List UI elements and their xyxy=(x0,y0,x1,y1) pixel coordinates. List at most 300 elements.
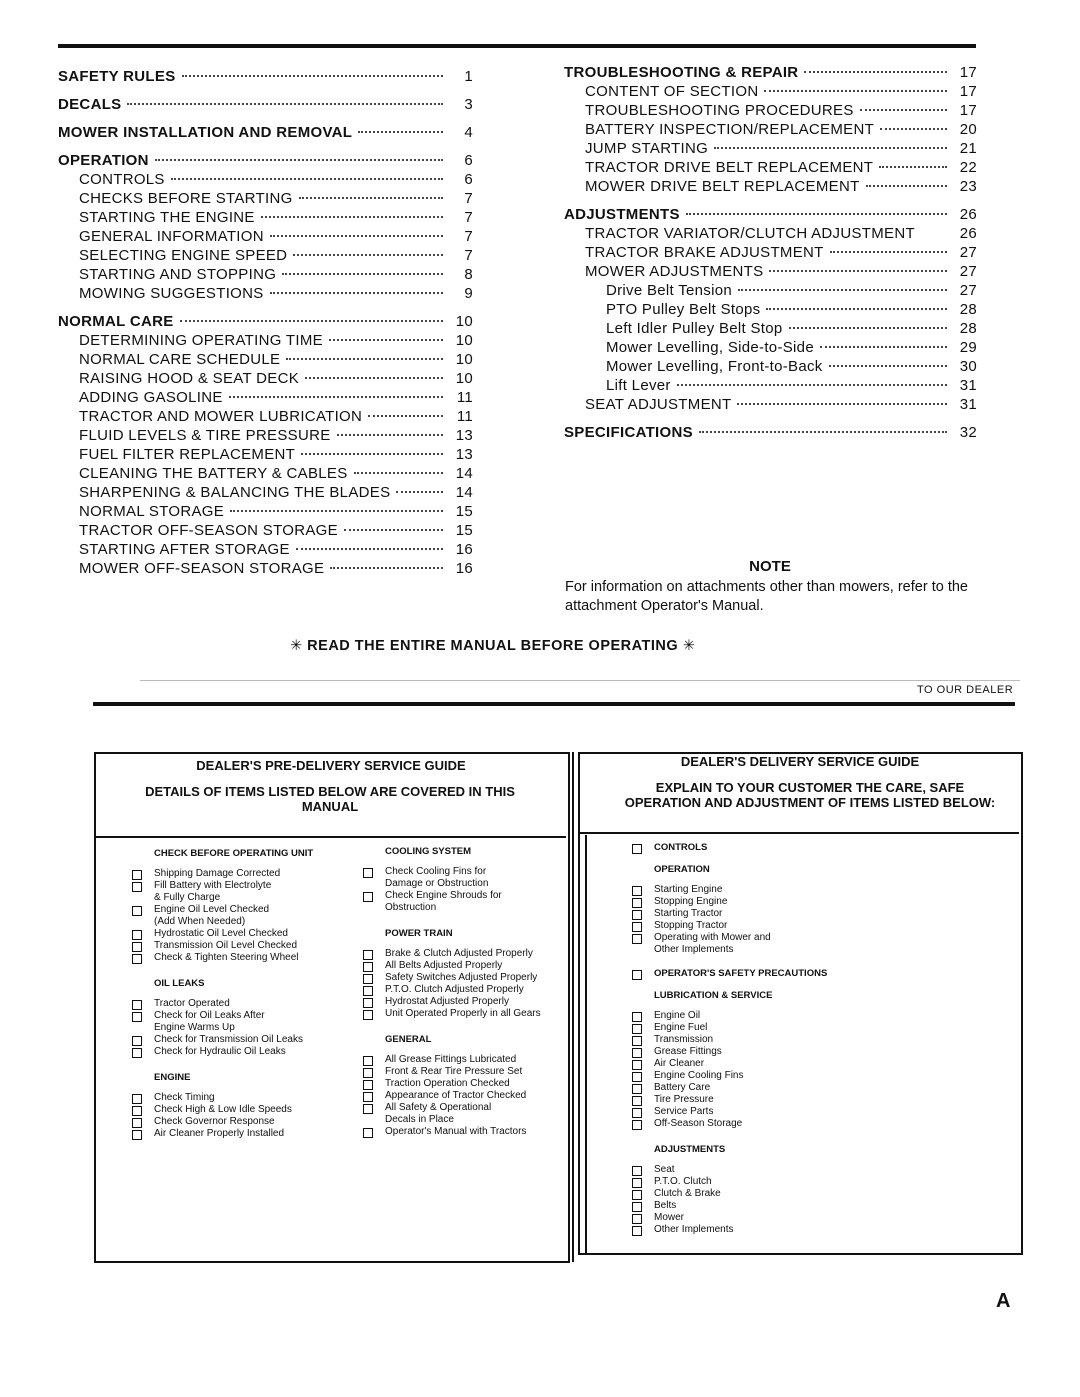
checkbox xyxy=(632,1120,642,1130)
toc-title: SEAT ADJUSTMENT xyxy=(585,396,732,413)
checkbox xyxy=(132,870,142,880)
toc-leader-dots xyxy=(738,289,947,291)
toc-title: DECALS xyxy=(58,96,122,113)
checklist-item xyxy=(363,960,573,972)
checkbox xyxy=(363,1010,373,1020)
checklist-item xyxy=(632,1106,932,1118)
checklist-item xyxy=(632,884,932,896)
checklist-item xyxy=(363,878,573,890)
toc-entry xyxy=(58,541,473,560)
checkbox xyxy=(132,1106,142,1116)
checklist-item-text: All Safety & Operational xyxy=(385,1102,492,1113)
toc-page-number: 10 xyxy=(455,332,473,349)
toc-leader-dots xyxy=(769,270,947,272)
toc-entry xyxy=(58,427,473,446)
toc-page-number: 6 xyxy=(464,152,473,169)
toc-title: TROUBLESHOOTING & REPAIR xyxy=(564,64,799,81)
toc-title: STARTING AND STOPPING xyxy=(79,266,277,283)
checkbox xyxy=(363,1092,373,1102)
delivery-title: DEALER'S DELIVERY SERVICE GUIDE xyxy=(680,754,920,769)
toc-leader-dots xyxy=(766,308,947,310)
toc-page-number: 29 xyxy=(959,339,977,356)
toc-page-number: 28 xyxy=(959,320,977,337)
toc-title: SPECIFICATIONS xyxy=(564,424,693,441)
toc-page-number: 8 xyxy=(464,266,473,283)
toc-leader-dots xyxy=(737,403,947,405)
toc-title: MOWER OFF-SEASON STORAGE xyxy=(79,560,325,577)
checklist-item xyxy=(132,904,352,916)
toc-title: FLUID LEVELS & TIRE PRESSURE xyxy=(79,427,331,444)
note-title: NOTE xyxy=(749,558,791,575)
toc-entry xyxy=(564,339,977,358)
checklist-item xyxy=(363,984,573,996)
checklist-item xyxy=(632,1176,932,1188)
checklist-item xyxy=(132,892,352,904)
toc-title: MOWER INSTALLATION AND REMOVAL xyxy=(58,124,353,141)
checklist-item xyxy=(632,1046,932,1058)
checklist-item-text: Stopping Engine xyxy=(654,896,728,907)
pre-delivery-col-2 xyxy=(363,846,573,1138)
checkbox xyxy=(132,1024,142,1034)
checklist-item-text: Check for Transmission Oil Leaks xyxy=(154,1034,303,1045)
checkbox xyxy=(632,1012,642,1022)
checklist-item xyxy=(632,896,932,908)
pre-delivery-subtitle: DETAILS OF ITEMS LISTED BELOW ARE COVERED IN THIS MANUAL xyxy=(145,784,515,814)
toc-page-number: 15 xyxy=(455,522,473,539)
toc-title: TRACTOR DRIVE BELT REPLACEMENT xyxy=(585,159,874,176)
toc-title: OPERATION xyxy=(58,152,149,169)
toc-page-number: 31 xyxy=(959,377,977,394)
toc-page-number: 20 xyxy=(959,121,977,138)
toc-leader-dots xyxy=(860,109,947,111)
toc-entry xyxy=(564,377,977,396)
toc-gap xyxy=(564,197,977,206)
checkbox xyxy=(363,1056,373,1066)
checklist-item-text: Front & Rear Tire Pressure Set xyxy=(385,1066,523,1077)
checklist-heading: OIL LEAKS xyxy=(154,978,205,989)
toc-title: Mower Levelling, Side-to-Side xyxy=(606,339,814,356)
checklist-item-text: Air Cleaner Properly Installed xyxy=(154,1128,285,1139)
toc-title: TRACTOR AND MOWER LUBRICATION xyxy=(79,408,363,425)
checkbox xyxy=(132,882,142,892)
toc-page-number: 17 xyxy=(959,102,977,119)
toc-page-number: 9 xyxy=(464,285,473,302)
toc-page-number: 10 xyxy=(455,351,473,368)
toc-title: CLEANING THE BATTERY & CABLES xyxy=(79,465,348,482)
toc-page-number: 26 xyxy=(959,225,977,242)
checklist-item-text: Check High & Low Idle Speeds xyxy=(154,1104,292,1115)
checkbox xyxy=(363,1080,373,1090)
checklist-item-text: Stopping Tractor xyxy=(654,920,728,931)
read-manual-banner: ✳ READ THE ENTIRE MANUAL BEFORE OPERATING ✳ xyxy=(290,638,696,654)
toc-leader-dots xyxy=(282,273,443,275)
checklist-item-text: Unit Operated Properly in all Gears xyxy=(385,1008,541,1019)
toc-page-number: 27 xyxy=(959,244,977,261)
checkbox xyxy=(132,1048,142,1058)
toc-entry xyxy=(58,266,473,285)
checkbox xyxy=(632,898,642,908)
toc-entry xyxy=(58,171,473,190)
checklist-item-text: Seat xyxy=(654,1164,675,1175)
checklist-heading: ADJUSTMENTS xyxy=(654,1144,726,1155)
toc-title: DETERMINING OPERATING TIME xyxy=(79,332,323,349)
checklist-item xyxy=(363,1066,573,1078)
toc-gap xyxy=(58,115,473,124)
checkbox xyxy=(363,1068,373,1078)
toc-entry xyxy=(58,190,473,209)
toc-leader-dots xyxy=(180,320,443,322)
toc-page-number: 4 xyxy=(464,124,473,141)
toc-leader-dots xyxy=(182,75,443,77)
checklist-item-text: Tire Pressure xyxy=(654,1094,714,1105)
toc-page-number: 23 xyxy=(959,178,977,195)
toc-leader-dots xyxy=(677,384,947,386)
toc-entry xyxy=(58,313,473,332)
toc-entry xyxy=(58,285,473,304)
toc-title: MOWING SUGGESTIONS xyxy=(79,285,264,302)
checklist-item xyxy=(632,1034,932,1046)
checklist-heading: COOLING SYSTEM xyxy=(385,846,472,857)
toc-entry xyxy=(564,140,977,159)
toc-leader-dots xyxy=(921,232,947,234)
checklist-item xyxy=(632,1058,932,1070)
checklist-item xyxy=(132,1010,352,1022)
toc-leader-dots xyxy=(305,377,443,379)
toc-page-number: 21 xyxy=(959,140,977,157)
checklist-item xyxy=(632,1082,932,1094)
checklist-item xyxy=(132,1128,352,1140)
checklist-heading: GENERAL xyxy=(385,1034,432,1045)
toc-title: NORMAL CARE SCHEDULE xyxy=(79,351,281,368)
toc-leader-dots xyxy=(396,491,443,493)
checklist-item-text: Appearance of Tractor Checked xyxy=(385,1090,527,1101)
toc-leader-dots xyxy=(830,251,947,253)
checklist-item xyxy=(363,996,573,1008)
checklist-item xyxy=(632,1118,932,1130)
checklist-heading: OPERATOR'S SAFETY PRECAUTIONS xyxy=(654,968,828,979)
toc-leader-dots xyxy=(229,396,443,398)
toc-page-number: 10 xyxy=(455,313,473,330)
checkbox xyxy=(632,1060,642,1070)
toc-entry xyxy=(58,408,473,427)
checkbox xyxy=(632,934,642,944)
toc-page-number: 7 xyxy=(464,209,473,226)
checkbox xyxy=(132,1012,142,1022)
checkbox xyxy=(632,1036,642,1046)
toc-entry xyxy=(58,247,473,266)
toc-title: FUEL FILTER REPLACEMENT xyxy=(79,446,296,463)
toc-entry xyxy=(58,351,473,370)
toc-title: BATTERY INSPECTION/REPLACEMENT xyxy=(585,121,875,138)
checklist-item xyxy=(632,932,932,944)
checklist-item-text: Traction Operation Checked xyxy=(385,1078,510,1089)
checklist-item-text: Belts xyxy=(654,1200,677,1211)
checkbox xyxy=(632,1084,642,1094)
toc-title: TROUBLESHOOTING PROCEDURES xyxy=(585,102,854,119)
checklist-item-text: P.T.O. Clutch xyxy=(654,1176,712,1187)
thin-divider xyxy=(140,680,1020,681)
toc-page-number: 15 xyxy=(455,503,473,520)
checklist-item-text: Engine Warms Up xyxy=(154,1022,235,1033)
toc-entry xyxy=(564,244,977,263)
checklist-item xyxy=(132,1116,352,1128)
checklist-item-text: Obstruction xyxy=(385,902,437,913)
checklist-item-text: All Grease Fittings Lubricated xyxy=(385,1054,517,1065)
toc-page-number: 14 xyxy=(455,484,473,501)
checklist-item-text: Operator's Manual with Tractors xyxy=(385,1126,527,1137)
checklist-item-text: Other Implements xyxy=(654,1224,734,1235)
checklist-item-text: Clutch & Brake xyxy=(654,1188,721,1199)
checkbox xyxy=(632,844,642,854)
toc-title: ADDING GASOLINE xyxy=(79,389,223,406)
checklist-item xyxy=(632,1022,932,1034)
toc-page-number: 13 xyxy=(455,427,473,444)
toc-leader-dots xyxy=(358,131,443,133)
checklist-heading: CHECK BEFORE OPERATING UNIT xyxy=(154,848,314,859)
toc-title: STARTING THE ENGINE xyxy=(79,209,255,226)
toc-entry xyxy=(564,301,977,320)
checklist-item xyxy=(363,1114,573,1126)
checklist-item-text: Check Governor Response xyxy=(154,1116,275,1127)
checklist-item-text: Tractor Operated xyxy=(154,998,230,1009)
toc-leader-dots xyxy=(301,453,443,455)
checklist-heading: ENGINE xyxy=(154,1072,191,1083)
toc-leader-dots xyxy=(686,213,947,215)
checkbox xyxy=(363,1104,373,1114)
checklist-item xyxy=(132,1092,352,1104)
toc-entry xyxy=(564,358,977,377)
toc-leader-dots xyxy=(804,71,947,73)
page-letter: A xyxy=(996,1290,1011,1312)
delivery-checklist xyxy=(632,842,932,1236)
checklist-item-text: Starting Tractor xyxy=(654,908,723,919)
toc-entry xyxy=(58,484,473,503)
checklist-item xyxy=(363,948,573,960)
checklist-item-text: Engine Oil xyxy=(654,1010,701,1021)
toc-leader-dots xyxy=(293,254,443,256)
checklist-item xyxy=(632,1070,932,1082)
toc-gap xyxy=(564,415,977,424)
toc-entry xyxy=(58,465,473,484)
toc-entry xyxy=(58,209,473,228)
toc-page-number: 11 xyxy=(456,389,473,406)
toc-leader-dots xyxy=(344,529,443,531)
toc-page-number: 22 xyxy=(959,159,977,176)
toc-leader-dots xyxy=(829,365,947,367)
toc-entry xyxy=(58,152,473,171)
checkbox xyxy=(132,930,142,940)
toc-page-number: 10 xyxy=(455,370,473,387)
toc-title: NORMAL CARE xyxy=(58,313,174,330)
checklist-item xyxy=(132,1104,352,1116)
checkbox xyxy=(363,950,373,960)
checkbox xyxy=(632,922,642,932)
toc-page-number: 30 xyxy=(959,358,977,375)
checkbox xyxy=(632,1024,642,1034)
toc-entry xyxy=(564,263,977,282)
toc-title: CONTROLS xyxy=(79,171,165,188)
checklist-item xyxy=(363,1008,573,1020)
toc-title: CONTENT OF SECTION xyxy=(585,83,759,100)
checklist-item xyxy=(132,916,352,928)
toc-page-number: 14 xyxy=(455,465,473,482)
checklist-item-text: Brake & Clutch Adjusted Properly xyxy=(385,948,533,959)
toc-page-number: 28 xyxy=(959,301,977,318)
toc-page-number: 3 xyxy=(464,96,473,113)
toc-gap xyxy=(58,143,473,152)
checkbox xyxy=(132,1130,142,1140)
toc-title: CHECKS BEFORE STARTING xyxy=(79,190,293,207)
checklist-item xyxy=(363,972,573,984)
toc-title: Mower Levelling, Front-to-Back xyxy=(606,358,823,375)
toc-leader-dots xyxy=(714,147,947,149)
checklist-heading: CONTROLS xyxy=(654,842,708,853)
toc-title: MOWER DRIVE BELT REPLACEMENT xyxy=(585,178,860,195)
toc-title: Left Idler Pulley Belt Stop xyxy=(606,320,783,337)
checklist-item-text: Battery Care xyxy=(654,1082,711,1093)
toc-gap xyxy=(58,304,473,313)
toc-entry xyxy=(564,178,977,197)
toc-leader-dots xyxy=(789,327,947,329)
toc-leader-dots xyxy=(879,166,947,168)
toc-left-column xyxy=(58,68,473,579)
checklist-item xyxy=(363,1054,573,1066)
checkbox xyxy=(132,1118,142,1128)
checklist-item xyxy=(632,1010,932,1022)
checklist-item-text: Grease Fittings xyxy=(654,1046,722,1057)
checklist-item xyxy=(363,1078,573,1090)
checklist-item-text: Check Engine Shrouds for xyxy=(385,890,502,901)
checklist-item xyxy=(132,952,352,964)
toc-entry xyxy=(58,96,473,115)
checklist-item-text: Check Timing xyxy=(154,1092,215,1103)
checkbox xyxy=(632,1190,642,1200)
toc-page-number: 11 xyxy=(456,408,473,425)
checkbox xyxy=(632,1096,642,1106)
toc-title: Lift Lever xyxy=(606,377,671,394)
checkbox xyxy=(632,1048,642,1058)
checklist-item-text: & Fully Charge xyxy=(154,892,221,903)
checklist-item xyxy=(632,1212,932,1224)
to-our-dealer-label: TO OUR DEALER xyxy=(917,684,1014,696)
checklist-item xyxy=(363,1102,573,1114)
checkbox xyxy=(363,974,373,984)
toc-page-number: 7 xyxy=(464,247,473,264)
checklist-item-text: (Add When Needed) xyxy=(154,916,246,927)
toc-page-number: 32 xyxy=(959,424,977,441)
toc-entry xyxy=(564,424,977,443)
toc-leader-dots xyxy=(127,103,443,105)
toc-entry xyxy=(58,522,473,541)
toc-leader-dots xyxy=(296,548,443,550)
note-body: For information on attachments other than mowers, refer to the attachment Operator's Manual. xyxy=(565,579,968,614)
checklist-item xyxy=(132,1034,352,1046)
toc-entry xyxy=(564,396,977,415)
toc-leader-dots xyxy=(299,197,443,199)
checkbox xyxy=(632,1226,642,1236)
pre-delivery-title: DEALER'S PRE-DELIVERY SERVICE GUIDE xyxy=(196,758,466,773)
toc-right-column xyxy=(564,64,977,443)
checklist-item-text: Engine Oil Level Checked xyxy=(154,904,270,915)
top-rule xyxy=(58,44,976,48)
toc-page-number: 31 xyxy=(959,396,977,413)
toc-title: SELECTING ENGINE SPEED xyxy=(79,247,288,264)
checklist-item xyxy=(132,1046,352,1058)
checklist-item-text: Check Cooling Fins for xyxy=(385,866,487,877)
checkbox xyxy=(363,892,373,902)
checklist-item-text: Check for Hydraulic Oil Leaks xyxy=(154,1046,286,1057)
toc-title: Drive Belt Tension xyxy=(606,282,733,299)
checklist-item xyxy=(632,1188,932,1200)
checkbox xyxy=(632,1178,642,1188)
toc-title: PTO Pulley Belt Stops xyxy=(606,301,761,318)
checkbox xyxy=(132,1000,142,1010)
toc-leader-dots xyxy=(699,431,947,433)
checkbox xyxy=(632,1108,642,1118)
checkbox xyxy=(632,970,642,980)
checklist-item-text: Check for Oil Leaks After xyxy=(154,1010,265,1021)
toc-entry xyxy=(564,102,977,121)
checklist-item-text: Shipping Damage Corrected xyxy=(154,868,281,879)
toc-title: RAISING HOOD & SEAT DECK xyxy=(79,370,300,387)
checklist-item xyxy=(632,1094,932,1106)
checklist-item-text: Hydrostat Adjusted Properly xyxy=(385,996,509,1007)
checkbox xyxy=(132,942,142,952)
checkbox xyxy=(363,998,373,1008)
toc-title: SHARPENING & BALANCING THE BLADES xyxy=(79,484,391,501)
toc-leader-dots xyxy=(820,346,947,348)
toc-page-number: 16 xyxy=(455,560,473,577)
toc-gap xyxy=(58,87,473,96)
checklist-heading: LUBRICATION & SERVICE xyxy=(654,990,773,1001)
toc-entry xyxy=(564,159,977,178)
checklist-item xyxy=(632,908,932,920)
checklist-heading-item xyxy=(632,842,932,854)
toc-entry xyxy=(564,206,977,225)
toc-leader-dots xyxy=(261,216,443,218)
checklist-item xyxy=(363,902,573,914)
checklist-item-text: Engine Fuel xyxy=(654,1022,708,1033)
toc-entry xyxy=(58,389,473,408)
checklist-item xyxy=(363,866,573,878)
checklist-item-text: Transmission xyxy=(654,1034,714,1045)
toc-entry xyxy=(564,83,977,102)
toc-page-number: 7 xyxy=(464,228,473,245)
checklist-item-text: All Belts Adjusted Properly xyxy=(385,960,503,971)
toc-leader-dots xyxy=(286,358,443,360)
checklist-heading-item xyxy=(632,968,932,980)
checklist-item xyxy=(132,880,352,892)
toc-entry xyxy=(564,320,977,339)
checkbox xyxy=(132,894,142,904)
checklist-item-text: Safety Switches Adjusted Properly xyxy=(385,972,538,983)
toc-entry xyxy=(564,64,977,83)
toc-leader-dots xyxy=(329,339,443,341)
toc-title: GENERAL INFORMATION xyxy=(79,228,264,245)
pre-delivery-col-1 xyxy=(132,848,352,1140)
toc-page-number: 1 xyxy=(464,68,473,85)
toc-title: SAFETY RULES xyxy=(58,68,176,85)
checklist-item xyxy=(363,890,573,902)
checklist-item xyxy=(132,940,352,952)
checklist-item xyxy=(132,998,352,1010)
checklist-item-text: Check & Tighten Steering Wheel xyxy=(154,952,299,963)
checklist-item xyxy=(632,944,932,956)
checklist-item xyxy=(632,1164,932,1176)
toc-leader-dots xyxy=(270,292,443,294)
toc-page-number: 27 xyxy=(959,282,977,299)
toc-leader-dots xyxy=(368,415,443,417)
